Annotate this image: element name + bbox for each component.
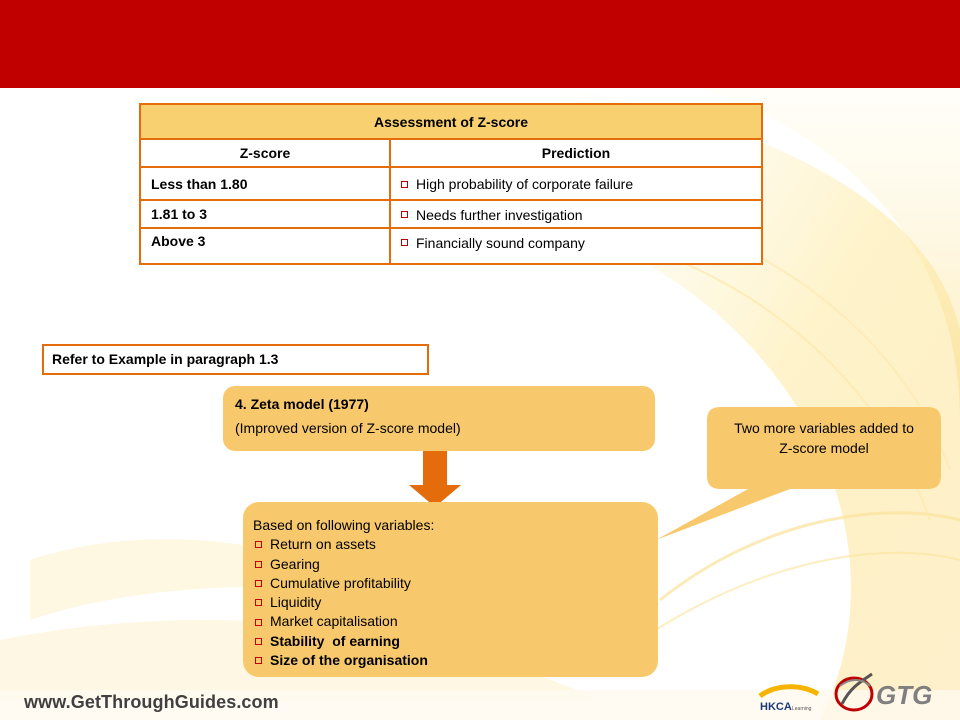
variables-intro: Based on following variables:	[253, 517, 435, 533]
square-bullet-icon	[255, 657, 262, 664]
variable-label: Cumulative profitability	[270, 574, 411, 591]
prediction-text: Needs further investigation	[416, 206, 583, 223]
variable-label: Return on assets	[270, 536, 376, 553]
svg-text:Learning: Learning	[792, 706, 812, 712]
reference-note-box: Refer to Example in paragraph 1.3	[42, 344, 429, 375]
zscore-cell: Less than 1.80	[140, 167, 390, 200]
callout-line-2: Z-score model	[779, 440, 869, 456]
zscore-cell: Above 3	[140, 228, 390, 264]
callout-line-1: Two more variables added to	[734, 420, 914, 436]
square-bullet-icon	[255, 541, 262, 548]
gtg-logo	[832, 664, 954, 718]
list-item	[253, 535, 658, 554]
prediction-text: High probability of corporate failure	[416, 176, 634, 193]
square-bullet-icon	[255, 580, 262, 587]
variable-label: Gearing	[270, 555, 320, 572]
list-item	[253, 651, 658, 670]
svg-text:GTG: GTG	[876, 680, 933, 710]
svg-text:HKCA: HKCA	[760, 701, 792, 713]
variable-label: Market capitalisation	[270, 613, 398, 630]
list-item	[253, 593, 658, 612]
zeta-model-title: 4. Zeta model (1977)	[235, 396, 369, 412]
prediction-text: Financially sound company	[416, 234, 585, 251]
variable-label: Size of the organisation	[270, 652, 428, 669]
hkca-logo	[756, 680, 822, 716]
list-item	[253, 612, 658, 631]
footer-website-url[interactable]: www.GetThroughGuides.com	[24, 692, 279, 712]
list-item	[253, 574, 658, 593]
variable-label: Liquidity	[270, 594, 322, 611]
list-item	[253, 555, 658, 574]
square-bullet-icon	[255, 599, 262, 606]
column-header-zscore: Z-score	[140, 139, 390, 167]
square-bullet-icon	[255, 561, 262, 568]
zscore-cell: 1.81 to 3	[140, 200, 390, 228]
column-header-prediction: Prediction	[390, 139, 762, 167]
table-title: Assessment of Z-score	[140, 104, 762, 139]
square-bullet-icon	[255, 638, 262, 645]
variables-box	[243, 502, 658, 677]
zeta-model-subtitle: (Improved version of Z-score model)	[235, 420, 461, 436]
square-bullet-icon	[255, 619, 262, 626]
callout-text	[708, 418, 940, 458]
list-item	[253, 632, 658, 651]
variable-label: Stability of earning	[270, 632, 400, 649]
